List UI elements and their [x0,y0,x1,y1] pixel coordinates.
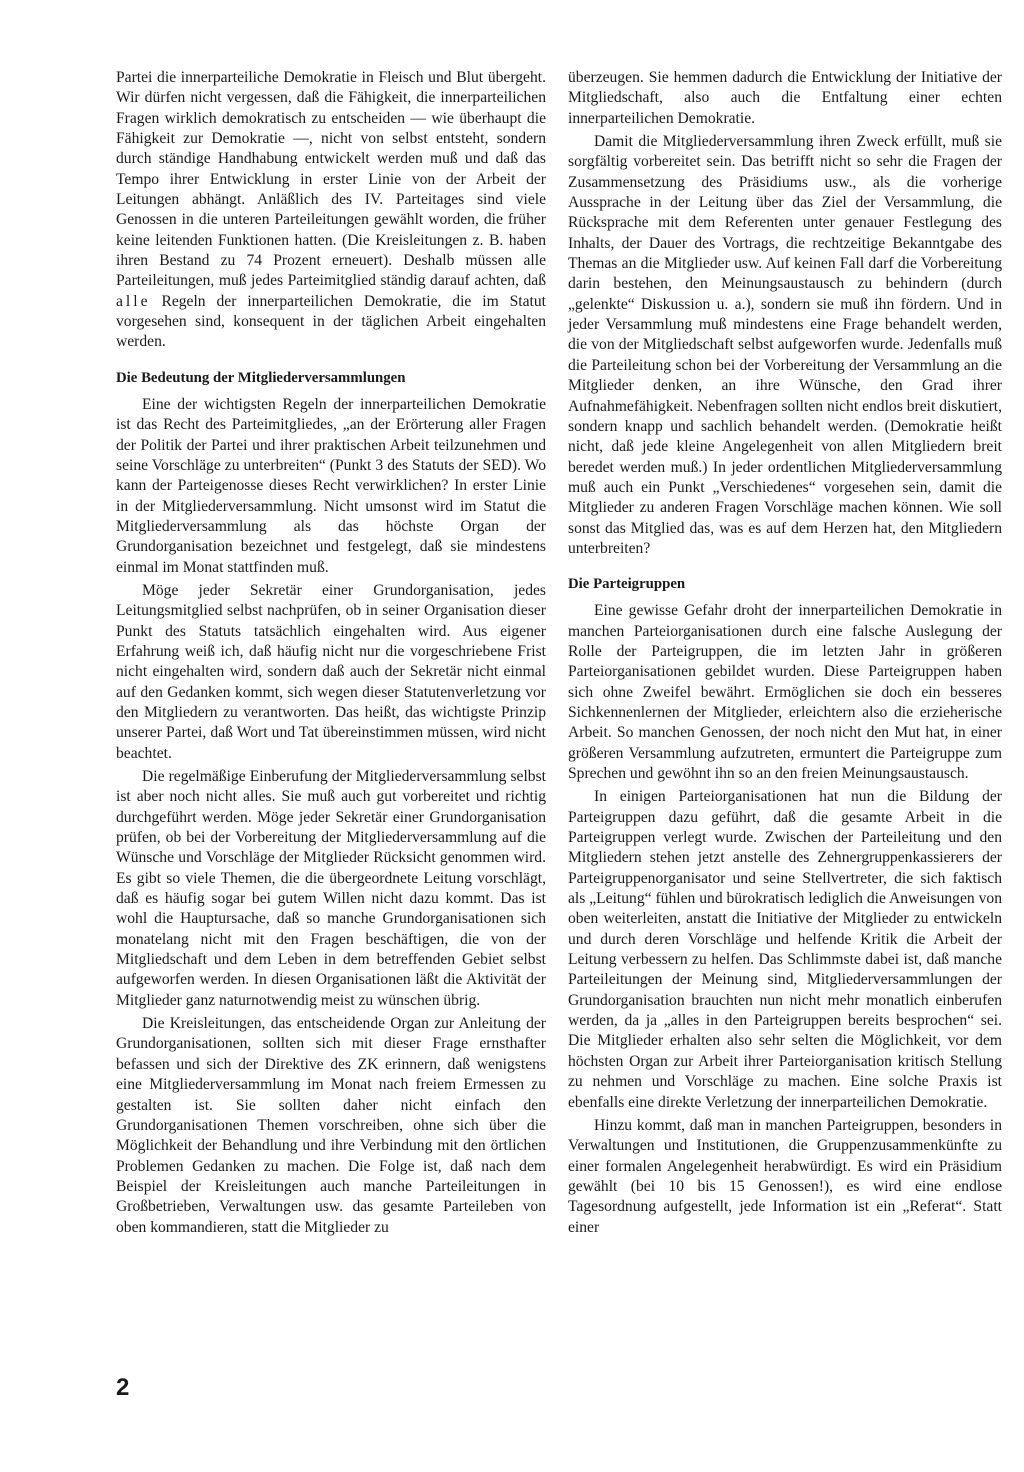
emphasized-word: alle [116,292,151,310]
paragraph: Eine gewisse Gefahr droht der innerparteilichen Demokratie in manchen Parteiorganisationen durch eine falsche Auslegung der Rolle der Parteigruppen, die im letzten Jahr in größeren Parteiorganisationen gebildet wurden. Diese Parteigruppen haben sich ohne Zweifel bewährt. Ermöglichen sie doch ein besseres Sichkennenlernen der Mitglieder, erleichtern also die erzieherische Arbeit. So manchen Genossen, der noch nicht den Mut hat, in einer größeren Versammlung aufzutreten, ermuntert die Parteigruppe zum Sprechen und gewöhnt ihn so an den freien Meinungsaustausch. [568,602,1002,782]
paragraph: Damit die Mitgliederversammlung ihren Zweck erfüllt, muß sie sorgfältig vorbereitet sein. Das betrifft nicht so sehr die Fragen der Zusammensetzung des Präsidiums usw., als die vorherige Aussprache in der Leitung über das Ziel der Versammlung, die Rücksprache mit dem Referenten unter genauer Festlegung des Inhalts, der Dauer des Vortrags, die rechtzeitige Bekanntgabe des Themas an die Mitglieder usw. Auf keinen Fall darf die Vorbereitung darin bestehen, den Meinungsaustausch zu behindern (durch „gelenkte“ Diskussion u. a.), sondern sie muß ihn fördern. Und in jeder Versammlung muß mindestens eine Frage behandelt werden, die von der Mitgliedschaft selbst aufgeworfen wurde. Jedenfalls muß die Parteileitung schon bei der Vorbereitung der Versammlung an die Mitglieder denken, an ihre Wünsche, den Grad ihrer Aufnahmefähigkeit. Nebenfragen sollten nicht endlos breit diskutiert, sondern knapp und sachlich behandelt werden. (Demokratie heißt nicht, daß jede kleine Angelegenheit von allen Mitgliedern breit beredet werden muß.) In jeder ordentlichen Mitgliederversammlung muß auch ein Punkt „Verschiedenes“ vorgesehen sein, damit die Mitglieder zu anderen Fragen Vorschläge machen können. Wie soll sonst das Mitglied das, was es auf dem Herzen hat, den Mitgliedern unterbreiten? [568,133,1002,557]
paragraph-text: Partei die innerparteiliche Demokratie in Fleisch und Blut übergeht. Wir dürfen nicht vergessen, daß die Fähigkeit, die innerparteilichen Fragen wirklich demokratisch zu entscheiden — wie überhaupt die Fähigkeit zur Demokratie —, nicht von selbst entsteht, sondern durch ständige Handhabung entwickelt werden muß und daß das Tempo ihrer Entwicklung in erster Linie von der Arbeit der Leitungen abhängt. Anläßlich des IV. Parteitages sind viele Genossen in die unteren Parteileitungen gewählt worden, die früher keine leitenden Funktionen hatten. (Die Kreisleitungen z. B. haben ihren Bestand zu 74 Prozent erneuert). Deshalb müssen alle Parteileitungen, muß jedes Parteimitglied ständig darauf achten, daß [116,69,546,290]
paragraph: Eine der wichtigsten Regeln der innerparteilichen Demokratie ist das Recht des Parteimitgliedes, „an der Erörterung aller Fragen der Politik der Partei und ihrer praktischen Arbeit teilzunehmen und seine Vorschläge zu unterbreiten“ (Punkt 3 des Statuts der SED). Wo kann der Parteigenosse dieses Recht verwirklichen? In erster Linie in der Mitgliederversammlung. Nicht umsonst wird im Statut die Mitgliederversammlung als das höchste Organ der Grundorganisation bezeichnet und festgelegt, daß sie mindestens einmal im Monat stattfinden muß. [116,395,546,576]
paragraph: Hinzu kommt, daß man in manchen Parteigruppen, besonders in Verwaltungen und Institutionen, die Gruppenzusammenkünfte zu einer formalen Angelegenheit herabwürdigt. Es wird ein Präsidium gewählt (bei 10 bis 15 Genossen!), es wird eine endlose Tagesordnung aufgestellt, jede Information ist ein „Referat“. Statt einer [568,1116,1002,1236]
paragraph: überzeugen. Sie hemmen dadurch die Entwicklung der Initiative der Mitgliedschaft, also auch die Entfaltung einer echten innerparteilichen Demokratie. [568,69,1002,127]
right-column [568,68,1002,1238]
paragraph: Möge jeder Sekretär einer Grundorganisation, jedes Leitungsmitglied selbst nachprüfen, ob in seiner Organisation dieser Punkt des Statuts tatsächlich eingehalten wird. Aus eigener Erfahrung weiß ich, daß häufig nicht nur die vorgeschriebene Frist nicht eingehalten wird, sondern daß auch der Sekretär nicht einmal auf den Gedanken kommt, sich wegen dieser Statutenverletzung vor den Mitgliedern zu verantworten. Das heißt, das wichtigste Prinzip unserer Partei, daß Wort und Tat übereinstimmen müssen, wird nicht beachtet. [116,581,546,762]
paragraph: Die Kreisleitungen, das entscheidende Organ zur Anleitung der Grundorganisationen, sollten sich mit dieser Frage ernsthafter befassen und sich der Direktive des ZK erinnern, daß wenigstens eine Mitgliederversammlung im Monat nach freiem Ermessen zu gestalten ist. Sie sollten daher nicht einfach den Grundorganisationen Themen vorschreiben, ohne sich über die Möglichkeit der Behandlung und ihre Verbindung mit den örtlichen Problemen Gedanken zu machen. Die Folge ist, daß nach dem Beispiel der Kreisleitungen auch manche Parteileitungen in Großbetrieben, Verwaltungen usw. das gesamte Parteileben von oben kommandieren, statt die Mitglieder zu [116,1015,546,1236]
section-heading: Die Parteigruppen [568,576,686,593]
paragraph-text: Regeln der innerparteilichen Demokratie, die im Statut vorgesehen sind, konsequent in der täglichen Arbeit eingehalten werden. [116,292,547,351]
left-column [116,68,546,1238]
section-heading: Die Bedeutung der Mitgliederversammlungen [116,369,406,386]
paragraph: Die regelmäßige Einberufung der Mitgliederversammlung selbst ist aber noch nicht alles. Sie muß auch gut vorbereitet und richtig durchgeführt werden. Möge jeder Sekretär einer Grundorganisation prüfen, ob bei der Vorbereitung der Mitgliederversammlung auf die Wünsche und Vorschläge der Mitglieder Rücksicht genommen wird. Es gibt so viele Themen, die die übergeordnete Leitung vorschlägt, daß es häufig sogar bei gutem Willen nicht dazu kommt. Das ist wohl die Hauptursache, daß so manche Grundorganisationen sich monatelang nicht mit den Fragen beschäftigen, die von der Mitgliedschaft und dem Leben in dem betreffenden Gebiet selbst aufgeworfen werden. In diesen Organisationen läßt die Aktivität der Mitglieder ganz naturnotwendig meist zu wünschen übrig. [116,768,546,1009]
paragraph: In einigen Parteiorganisationen hat nun die Bildung der Parteigruppen dazu geführt, daß die gesamte Arbeit in die Parteigruppen verlegt wurde. Zwischen der Parteileitung und den Mitgliedern stehen jetzt anstelle des Zehnergruppenkassierers der Parteigruppenorganisator und seine Stellvertreter, die sich faktisch als „Leitung“ fühlen und bürokratisch lediglich die Anweisungen von oben weiterleiten, anstatt die Initiative der Mitglieder zu entwickeln und durch deren Vorschläge und helfende Kritik die Arbeit der Leitung verbessern zu helfen. Das Schlimmste dabei ist, daß manche Parteileitungen der Meinung sind, Mitgliederversammlungen der Grundorganisation brauchten nun nicht mehr monatlich einberufen werden, da ja „alles in den Parteigruppen bereits besprochen“ sei. Die Mitglieder erhalten also sehr selten die Möglichkeit, vor dem höchsten Organ zur Arbeit ihrer Parteiorganisation kritisch Stellung zu nehmen und Vorschläge zu machen. Eine solche Praxis ist ebenfalls eine direkte Verletzung der innerparteilichen Demokratie. [568,788,1002,1111]
paragraph [116,68,546,353]
page-number: 2 [116,1374,130,1401]
